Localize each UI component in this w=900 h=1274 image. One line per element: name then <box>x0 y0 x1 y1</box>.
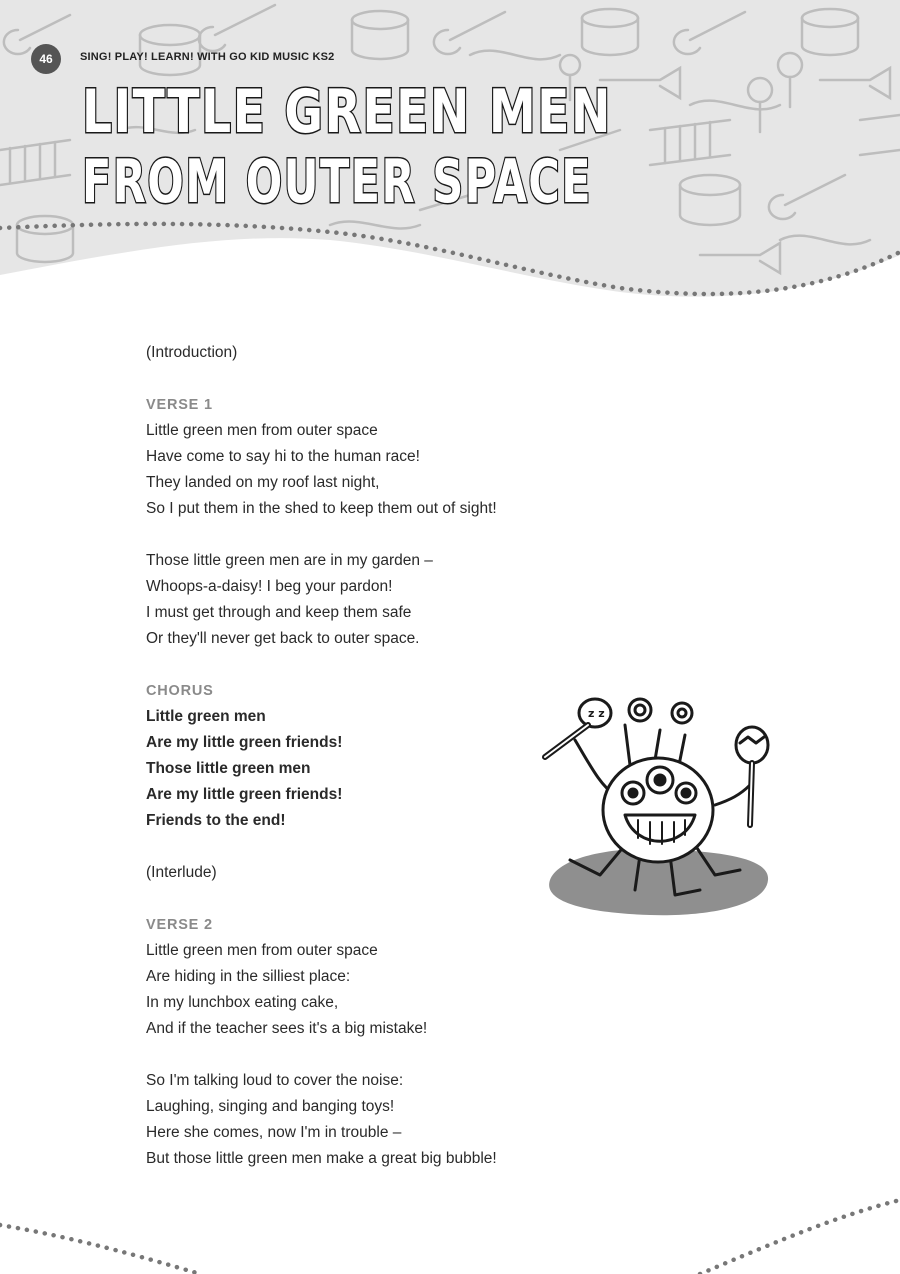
bridge2-stanza <box>146 1068 666 1172</box>
verse2-label: VERSE 2 <box>146 917 213 933</box>
lyric-line: Whoops-a-daisy! I beg your pardon! <box>146 578 393 595</box>
lyric-line: Laughing, singing and banging toys! <box>146 1098 395 1115</box>
bridge1-stanza <box>146 548 666 652</box>
lyric-line: I must get through and keep them safe <box>146 604 412 621</box>
song-title-line2: FROM OUTER SPACE <box>82 147 592 217</box>
lyric-line: Friends to the end! <box>146 812 286 829</box>
footer-dotted-border <box>0 1190 900 1274</box>
lyric-line: Are hiding in the silliest place: <box>146 968 351 985</box>
lyric-line: Here she comes, now I'm in trouble – <box>146 1124 402 1141</box>
chorus-label: CHORUS <box>146 683 214 699</box>
lyric-line: Have come to say hi to the human race! <box>146 448 420 465</box>
lyric-line: In my lunchbox eating cake, <box>146 994 339 1011</box>
lyric-line: Little green men from outer space <box>146 942 378 959</box>
lyric-line: Those little green men <box>146 760 311 777</box>
lyric-line: So I'm talking loud to cover the noise: <box>146 1072 404 1089</box>
lyric-line: Or they'll never get back to outer space. <box>146 630 420 647</box>
intro-stanza <box>146 340 666 366</box>
lyric-line: And if the teacher sees it's a big mistake! <box>146 1020 428 1037</box>
zzz-icon: z z <box>588 707 605 720</box>
interlude-label: (Interlude) <box>146 864 217 881</box>
lyric-line: Are my little green friends! <box>146 786 343 803</box>
song-title <box>70 70 650 220</box>
verse2-stanza <box>146 912 666 1042</box>
intro-label: (Introduction) <box>146 344 238 361</box>
book-title: SING! PLAY! LEARN! WITH GO KID MUSIC KS2 <box>80 51 335 63</box>
lyric-line: Little green men <box>146 708 266 725</box>
song-title-line1: LITTLE GREEN MEN <box>82 77 612 147</box>
page-number: 46 <box>31 44 61 74</box>
lyric-line: So I put them in the shed to keep them out of sight! <box>146 500 497 517</box>
lyric-line: They landed on my roof last night, <box>146 474 380 491</box>
lyric-line: Those little green men are in my garden – <box>146 552 433 569</box>
lyric-line: Are my little green friends! <box>146 734 343 751</box>
lyric-line: Little green men from outer space <box>146 422 378 439</box>
lyric-line: But those little green men make a great big bubble! <box>146 1150 497 1167</box>
verse1-label: VERSE 1 <box>146 397 213 413</box>
alien-monster-illustration <box>530 685 780 925</box>
verse1-stanza <box>146 392 666 522</box>
